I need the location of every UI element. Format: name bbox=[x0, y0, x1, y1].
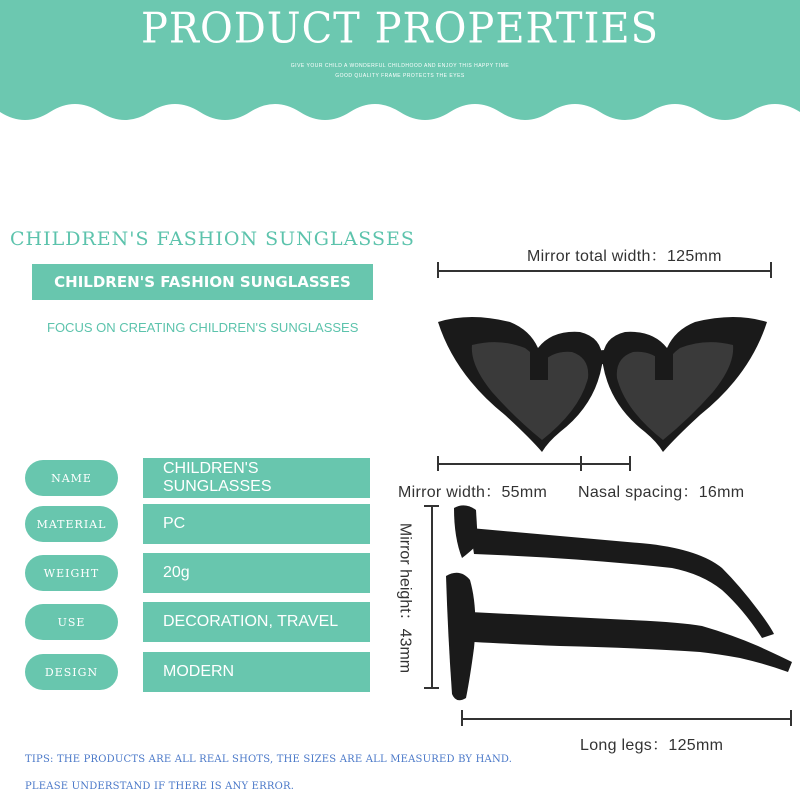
header-banner bbox=[0, 0, 800, 150]
property-row-use bbox=[25, 604, 370, 642]
property-label: DESIGN bbox=[25, 654, 118, 690]
property-value: 20g bbox=[143, 553, 370, 593]
dimension-tick bbox=[424, 505, 439, 507]
banner-subtitle-2: GOOD QUALITY FRAME PROTECTS THE EYES bbox=[335, 73, 465, 79]
property-label: USE bbox=[25, 604, 118, 640]
tips-line-1: TIPS: THE PRODUCTS ARE ALL REAL SHOTS, THE SIZES ARE ALL MEASURED BY HAND. bbox=[25, 754, 513, 765]
tips-line-2: PLEASE UNDERSTAND IF THERE IS ANY ERROR. bbox=[25, 781, 295, 792]
section-title: CHILDREN'S FASHION SUNGLASSES bbox=[10, 228, 415, 250]
dimension-tick bbox=[461, 710, 463, 726]
banner-subtitle-1: GIVE YOUR CHILD A WONDERFUL CHILDHOOD AND ENJOY THIS HAPPY TIME bbox=[290, 63, 510, 69]
nasal-spacing-label: Nasal spacing：16mm bbox=[578, 484, 745, 501]
mirror-height-line bbox=[431, 505, 433, 687]
property-row-design bbox=[25, 654, 370, 692]
dimension-tick bbox=[424, 687, 439, 689]
property-row-weight bbox=[25, 555, 370, 593]
property-row-name bbox=[25, 460, 370, 498]
mirror-height-label: Mirror height：43mm bbox=[396, 522, 414, 674]
sunglasses-front-image bbox=[430, 310, 775, 460]
total-width-line bbox=[437, 270, 771, 272]
property-value: DECORATION, TRAVEL bbox=[143, 602, 370, 642]
property-label: MATERIAL bbox=[25, 506, 118, 542]
dimension-tick bbox=[580, 456, 582, 471]
property-row-material bbox=[25, 506, 370, 544]
long-legs-line bbox=[461, 718, 791, 720]
dimension-tick bbox=[629, 456, 631, 471]
property-label: NAME bbox=[25, 460, 118, 496]
dimension-tick bbox=[437, 456, 439, 471]
dimension-tick bbox=[770, 262, 772, 278]
property-label: WEIGHT bbox=[25, 555, 118, 591]
long-legs-label: Long legs：125mm bbox=[580, 737, 724, 754]
focus-tagline: FOCUS ON CREATING CHILDREN'S SUNGLASSES bbox=[47, 320, 359, 335]
section-title-bar: CHILDREN'S FASHION SUNGLASSES bbox=[32, 264, 373, 300]
banner-title: PRODUCT PROPERTIES bbox=[140, 4, 660, 54]
dimension-tick bbox=[437, 262, 439, 278]
total-width-label: Mirror total width：125mm bbox=[527, 248, 722, 265]
sunglasses-side-image bbox=[440, 498, 795, 710]
mirror-width-line bbox=[437, 463, 630, 465]
property-value: MODERN bbox=[143, 652, 370, 692]
dimension-tick bbox=[790, 710, 792, 726]
property-value: CHILDREN'S SUNGLASSES bbox=[143, 458, 370, 498]
property-value: PC bbox=[143, 504, 370, 544]
mirror-width-label: Mirror width：55mm bbox=[398, 484, 548, 501]
